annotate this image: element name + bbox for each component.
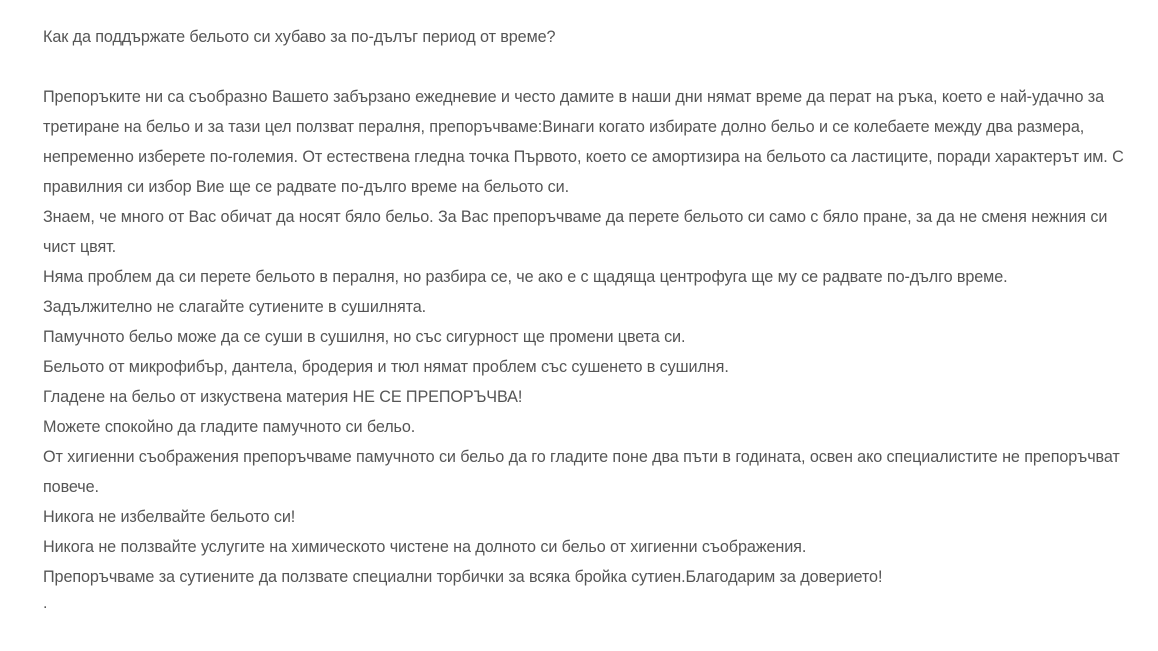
- paragraph-synthetic-ironing: Гладене на бельо от изкуствена материя НЕ СЕ ПРЕПОРЪЧВА!: [43, 388, 523, 406]
- paragraph-cotton-ironing: Можете спокойно да гладите памучното си бельо.: [43, 418, 416, 436]
- article-body: [43, 82, 1143, 616]
- paragraph-size-advice: Препоръките ни са съобразно Вашето забързано ежедневие и често дамите в наши дни нямат време да перат на ръка, което е най-удачно за третиране на бельо и за тази цел ползват пералня, препоръчваме:Винаги когато избирате долно бельо и се колебаете между два размера, непременно изберете по-големия. От естествена гледна точка Първото, което се амортизира на бельото са ластиците, поради характерът им. С правилния си избор Вие ще се радвате по-дълго време на бельото си.: [43, 88, 1124, 196]
- paragraph-no-dry-cleaning: Никога не ползвайте услугите на химическото чистене на долното си бельо от хигиенни съображения.: [43, 538, 807, 556]
- paragraph-no-bleach: Никога не избелвайте бельото си!: [43, 508, 296, 526]
- trailing-dot: .: [43, 595, 48, 612]
- paragraph-washing-machine: Няма проблем да си перете бельото в пералня, но разбира се, че ако е с щадяща центрофуга ще му се радвате по-дълго време.: [43, 268, 1008, 286]
- paragraph-hygiene-ironing: От хигиенни съображения препоръчваме памучното си бельо да го гладите поне два пъти в годината, освен ако специалистите не препоръчват повече.: [43, 448, 1120, 496]
- paragraph-bra-bags: Препоръчваме за сутиените да ползвате специални торбички за всяка бройка сутиен.Благодарим за доверието!: [43, 568, 883, 586]
- article: [43, 22, 1143, 616]
- paragraph-cotton-dryer: Памучното бельо може да се суши в сушилня, но със сигурност ще промени цвета си.: [43, 328, 686, 346]
- paragraph-no-bra-dryer: Задължително не слагайте сутиените в сушилнята.: [43, 298, 427, 316]
- paragraph-white-underwear: Знаем, че много от Вас обичат да носят бяло бельо. За Вас препоръчваме да перете бельото си само с бяло пране, за да не сменя нежния си чист цвят.: [43, 208, 1108, 256]
- paragraph-microfiber-dryer: Бельото от микрофибър, дантела, бродерия и тюл нямат проблем със сушенето в сушилня.: [43, 358, 729, 376]
- page-title: Как да поддържате бельото си хубаво за по-дълъг период от време?: [43, 28, 556, 46]
